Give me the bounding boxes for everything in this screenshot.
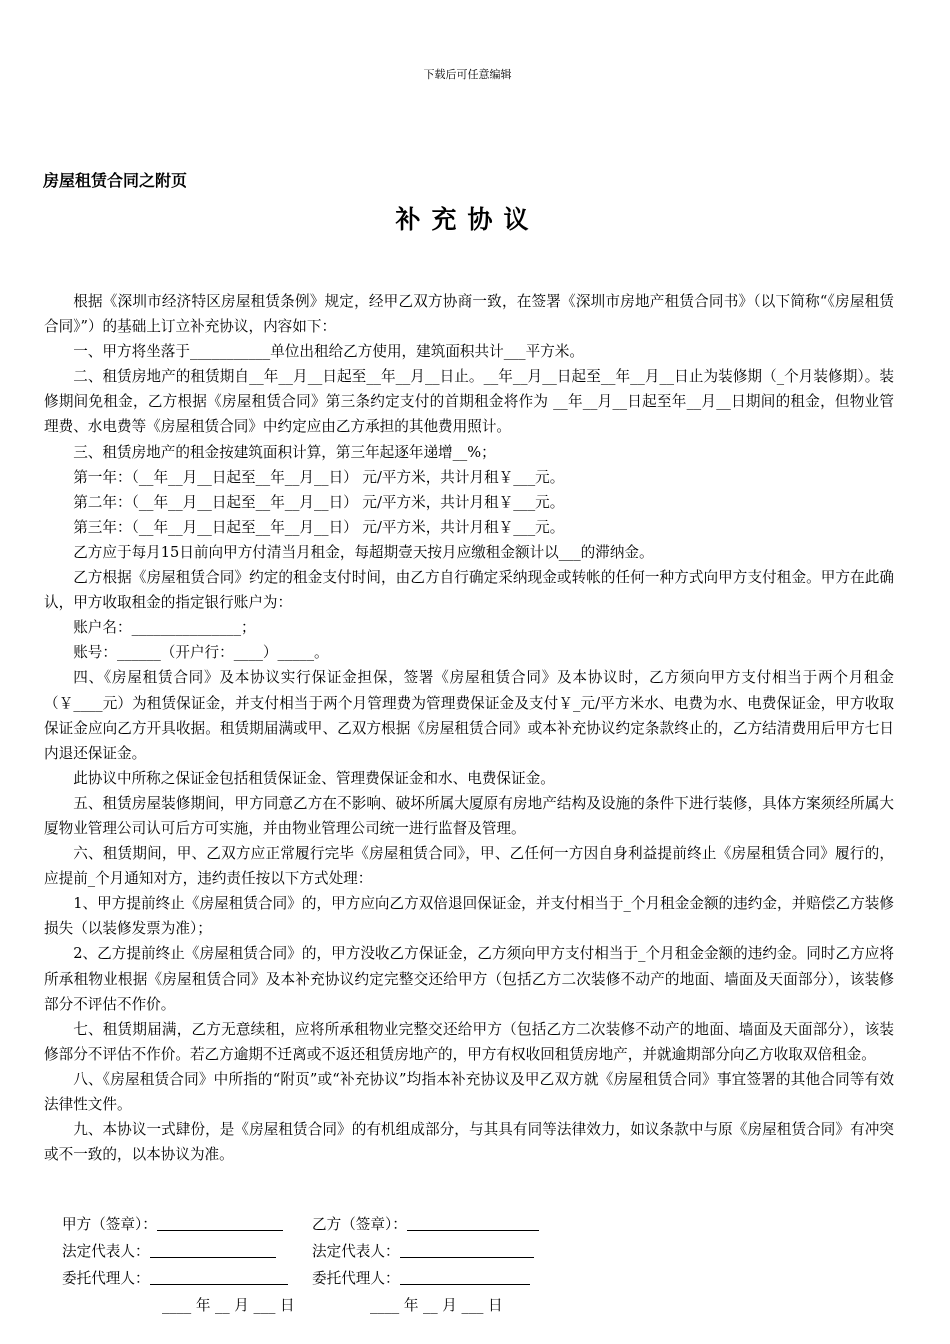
party-b-agent-line — [400, 1269, 530, 1285]
party-b-legal-rep-line — [400, 1242, 534, 1258]
signature-row-seal — [62, 1211, 407, 1238]
rent-year-2: 第二年：（__年__月__日起至__年__月__日） 元/平方米，共计月租￥___元。 — [73, 493, 565, 511]
main-title: 补充协议 — [395, 205, 540, 234]
party-b-agent-label: 委托代理人： — [312, 1270, 400, 1287]
signature-row-agent — [62, 1265, 400, 1292]
clause-5: 五、租赁房屋装修期间，甲方同意乙方在不影响、破坏所属大厦原有房地产结构及设施的条件下进行装修，具体方案须经所属大厦物业管理公司认可后方可实施，并由物业管理公司统一进行监督及管理。 — [44, 794, 894, 837]
deposit-definition: 此协议中所称之保证金包括租赁保证金、管理费保证金和水、电费保证金。 — [73, 769, 555, 787]
signature-row-legal-rep — [62, 1238, 400, 1265]
clause-4: 四、《房屋租赁合同》及本协议实行保证金担保，签署《房屋租赁合同》及本协议时，乙方须向甲方支付相当于两个月租金（￥____元）为租赁保证金，并支付相当于两个月管理费为管理费保证金及支付￥_元/平方米水、电费为水、电费保证金，甲方收取保证金应向乙方开具收据。租赁期届满或甲、乙双方根据《房屋租赁合同》或本补充协议约定条款终止的，乙方结清费用后甲方七日内退还保证金。 — [44, 669, 894, 762]
clause-6-item-1: 1、甲方提前终止《房屋租赁合同》的，甲方应向乙方双倍退回保证金，并支付相当于_个月租金金额的违约金，并赔偿乙方装修损失（以装修发票为准）； — [44, 895, 894, 938]
party-a-legal-rep-label: 法定代表人： — [62, 1243, 150, 1260]
party-a-seal-label: 甲方（签章）： — [62, 1216, 157, 1233]
party-b-date: ____ 年 __ 月 ___ 日 — [370, 1297, 503, 1314]
intro-paragraph: 根据《深圳市经济特区房屋租赁条例》规定，经甲乙双方协商一致，在签署《深圳市房地产租赁合同书》（以下简称“《房屋租赁合同》”）的基础上订立补充协议，内容如下： — [44, 293, 894, 336]
party-a-date: ____ 年 __ 月 ___ 日 — [162, 1297, 295, 1314]
party-b-seal-label: 乙方（签章）： — [312, 1216, 407, 1233]
signature-row-date — [62, 1292, 503, 1319]
clause-3: 三、租赁房地产的租金按建筑面积计算，第三年起逐年递增__%； — [73, 443, 496, 461]
party-a-legal-rep-line — [150, 1242, 276, 1258]
party-a-seal-line — [157, 1215, 283, 1231]
clause-8: 八、《房屋租赁合同》中所指的“附页”或“补充协议”均指本补充协议及甲乙双方就《房屋租赁合同》事宜签署的其他合同等有效法律性文件。 — [44, 1070, 894, 1113]
signature-block — [62, 1211, 503, 1319]
clause-2: 二、租赁房地产的租赁期自__年__月__日起至__年__月__日止。__年__月__日起至__年__月__日止为装修期（_个月装修期）。装修期间免租金，乙方根据《房屋租赁合同》第三条约定支付的首期租金将作为 __年__月__日起至年__月__日期间的租金，但物业管理费、水电费等《房屋租赁合同》中约定应由乙方承担的其他费用照计。 — [44, 368, 894, 436]
account-number-line: 账号：______（开户行：____）_____。 — [73, 644, 329, 662]
clause-9: 九、本协议一式肆份，是《房屋租赁合同》的有机组成部分，与其具有同等法律效力，如议条款中与原《房屋租赁合同》有冲突或不一致的，以本协议为准。 — [44, 1121, 894, 1164]
header-note: 下载后可任意编辑 — [423, 68, 512, 81]
party-b-seal-line — [407, 1215, 539, 1231]
party-b-legal-rep-label: 法定代表人： — [312, 1243, 400, 1260]
rent-year-1: 第一年：（__年__月__日起至__年__月__日） 元/平方米，共计月租￥___元。 — [73, 468, 565, 486]
agreement-body — [44, 289, 894, 1167]
party-a-agent-label: 委托代理人： — [62, 1270, 150, 1287]
late-fee-paragraph: 乙方应于每月15日前向甲方付清当月租金，每超期壹天按月应缴租金额计以___的滞纳金。 — [73, 543, 654, 561]
party-a-agent-line — [150, 1269, 288, 1285]
rent-year-3: 第三年：（__年__月__日起至__年__月__日） 元/平方米，共计月租￥___元。 — [73, 518, 565, 536]
clause-1: 一、甲方将坐落于___________单位出租给乙方使用，建筑面积共计___平方米。 — [73, 343, 584, 361]
clause-6-item-2: 2、乙方提前终止《房屋租赁合同》的，甲方没收乙方保证金，乙方须向甲方支付相当于_个月租金金额的违约金。同时乙方应将所承租物业根据《房屋租赁合同》及本补充协议约定完整交还给甲方（包括乙方二次装修不动产的地面、墙面及天面部分），该装修部分不评估不作价。 — [44, 945, 894, 1013]
account-name-line: 账户名：_______________； — [73, 619, 256, 637]
payment-method-paragraph: 乙方根据《房屋租赁合同》约定的租金支付时间，由乙方自行确定采纳现金或转帐的任何一种方式向甲方支付租金。甲方在此确认，甲方收取租金的指定银行账户为： — [44, 569, 894, 612]
clause-6: 六、租赁期间，甲、乙双方应正常履行完毕《房屋租赁合同》，甲、乙任何一方因自身利益提前终止《房屋租赁合同》履行的，应提前_个月通知对方，违约责任按以下方式处理： — [44, 845, 894, 888]
clause-7: 七、租赁期届满，乙方无意续租，应将所承租物业完整交还给甲方（包括乙方二次装修不动产的地面、墙面及天面部分），该装修部分不评估不作价。若乙方逾期不迁离或不返还租赁房地产的，甲方有权收回租赁房地产，并就逾期部分向乙方收取双倍租金。 — [44, 1020, 894, 1063]
appendix-title: 房屋租赁合同之附页 — [43, 171, 188, 190]
